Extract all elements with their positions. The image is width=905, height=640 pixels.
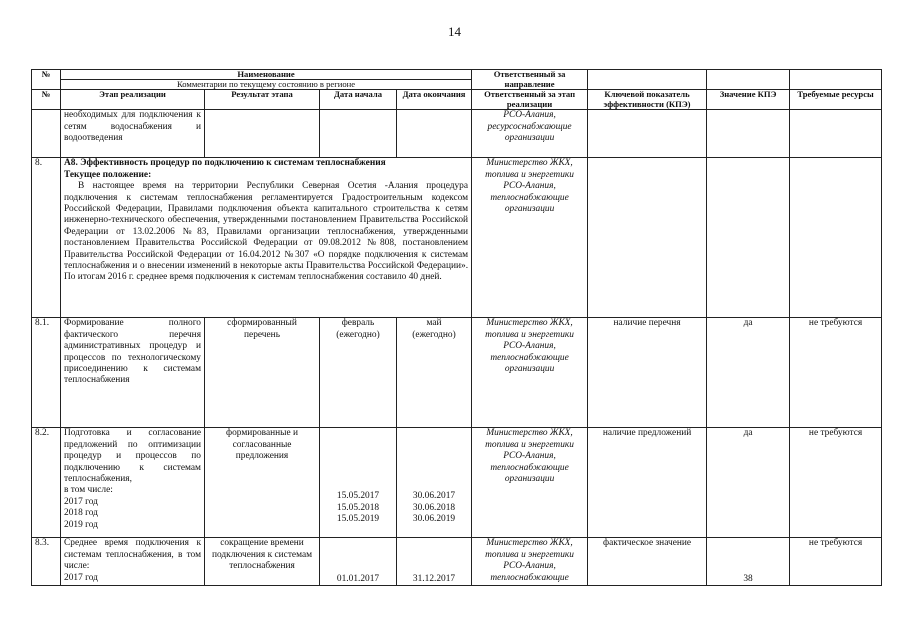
- section-title: А8. Эффективность процедур по подключению к системам теплоснабжения: [64, 158, 386, 169]
- header-comments: Комментарии по текущему состоянию в регионе: [61, 80, 472, 90]
- section-kpi-value: [707, 158, 790, 318]
- cont-kpi: [588, 110, 707, 158]
- header-empty-3: [790, 70, 882, 90]
- row-result: формированные и согласованные предложения: [205, 428, 320, 538]
- cont-result: [205, 110, 320, 158]
- row-result: сокращение времени подключения к системам теплоснабжения: [205, 538, 320, 586]
- row-responsible: Министерство ЖКХ, топлива и энергетики РСО-Алания, теплоснабжающие: [472, 538, 588, 586]
- section-no: 8.: [32, 158, 61, 318]
- section-responsible: Министерство ЖКХ, топлива и энергетики РСО-Алания, теплоснабжающие организации: [472, 158, 588, 318]
- row-kpi-value: 38: [707, 538, 790, 586]
- header-stage: Этап реализации: [61, 90, 205, 110]
- page-number: 14: [448, 24, 461, 39]
- section-body: [61, 158, 472, 318]
- section-row: [32, 158, 882, 318]
- continuation-row: [32, 110, 882, 158]
- section-resources: [790, 158, 882, 318]
- header-responsible-stage: Ответственный за этап реализации: [472, 90, 588, 110]
- cont-responsible: РСО-Алания, ресурсоснабжающие организации: [472, 110, 588, 158]
- row-start: 15.05.2017 15.05.2018 15.05.2019: [320, 428, 397, 538]
- row-end: 30.06.2017 30.06.2018 30.06.2019: [397, 428, 472, 538]
- row-result: сформированный перечень: [205, 318, 320, 428]
- row-resources: не требуются: [790, 538, 882, 586]
- table-row: [32, 318, 882, 428]
- header-empty-2: [707, 70, 790, 90]
- table-row: [32, 538, 882, 586]
- row-stage: Подготовка и согласование предложений по оптимизации процедур и процессов по подключению к системам теплоснабжения, в том числе: 2017 год 2018 год 2019 год: [61, 428, 205, 538]
- cont-no: [32, 110, 61, 158]
- header-empty-1: [588, 70, 707, 90]
- row-start: 01.01.2017: [320, 538, 397, 586]
- row-resources: не требуются: [790, 428, 882, 538]
- cont-kpi-value: [707, 110, 790, 158]
- section-status-label: Текущее положение:: [64, 169, 152, 180]
- header-result: Результат этапа: [205, 90, 320, 110]
- row-no: 8.2.: [32, 428, 61, 538]
- row-stage: Среднее время подключения к системам теплоснабжения, в том числе: 2017 год: [61, 538, 205, 586]
- row-end: май (ежегодно): [397, 318, 472, 428]
- row-kpi: наличие перечня: [588, 318, 707, 428]
- header-no: №: [32, 70, 61, 90]
- row-kpi: наличие предложений: [588, 428, 707, 538]
- header-no-2: №: [32, 90, 61, 110]
- header-kpi-value: Значение КПЭ: [707, 90, 790, 110]
- row-end: 31.12.2017: [397, 538, 472, 586]
- table-row: [32, 428, 882, 538]
- section-text: В настоящее время на территории Республики Северная Осетия -Алания процедура подключения к системам теплоснабжения регламентируется Градостроительным кодексом Российской Федерации, Правилами подключения объекта капитального строительства к сетям инженерно-технического обеспечения, утвержденными постановлением Правительства Российской Федерации от 13.02.2006 №83, Правилами организации теплоснабжения, утвержденными постановлением Правительства Российской Федерации от 09.08.2012 №808, постановлением Правительства Российской Федерации от 16.04.2012 №307 «О порядке подключения к системам теплоснабжения и о внесении изменений в некоторые акты Правительства Российской Федерации». По итогам 2016 г. среднее время подключения к системам теплоснабжения составило 40 дней.: [64, 181, 469, 283]
- row-kpi-value: да: [707, 428, 790, 538]
- header-end-date: Дата окончания: [397, 90, 472, 110]
- row-kpi: фактическое значение: [588, 538, 707, 586]
- row-kpi-value: да: [707, 318, 790, 428]
- cont-stage: необходимых для подключения к сетям водоснабжения и водоотведения: [61, 110, 205, 158]
- action-plan-table: [31, 69, 882, 586]
- header-resources: Требуемые ресурсы: [790, 90, 882, 110]
- cont-start: [320, 110, 397, 158]
- row-stage: Формирование полного фактического перечня административных процедур и процессов по технологическому присоединению к системам теплоснабжения: [61, 318, 205, 428]
- row-responsible: Министерство ЖКХ, топлива и энергетики РСО-Алания, теплоснабжающие организации: [472, 318, 588, 428]
- row-no: 8.3.: [32, 538, 61, 586]
- row-start: февраль (ежегодно): [320, 318, 397, 428]
- header-name: Наименование: [61, 70, 472, 80]
- row-no: 8.1.: [32, 318, 61, 428]
- header-row-1: [32, 70, 882, 80]
- section-kpi: [588, 158, 707, 318]
- header-start-date: Дата начала: [320, 90, 397, 110]
- cont-resources: [790, 110, 882, 158]
- row-responsible: Министерство ЖКХ, топлива и энергетики РСО-Алания, теплоснабжающие организации: [472, 428, 588, 538]
- cont-end: [397, 110, 472, 158]
- header-kpi: Ключевой показатель эффективности (КПЭ): [588, 90, 707, 110]
- header-responsible-direction: Ответственный за направление: [472, 70, 588, 90]
- header-row-3: [32, 90, 882, 110]
- row-resources: не требуются: [790, 318, 882, 428]
